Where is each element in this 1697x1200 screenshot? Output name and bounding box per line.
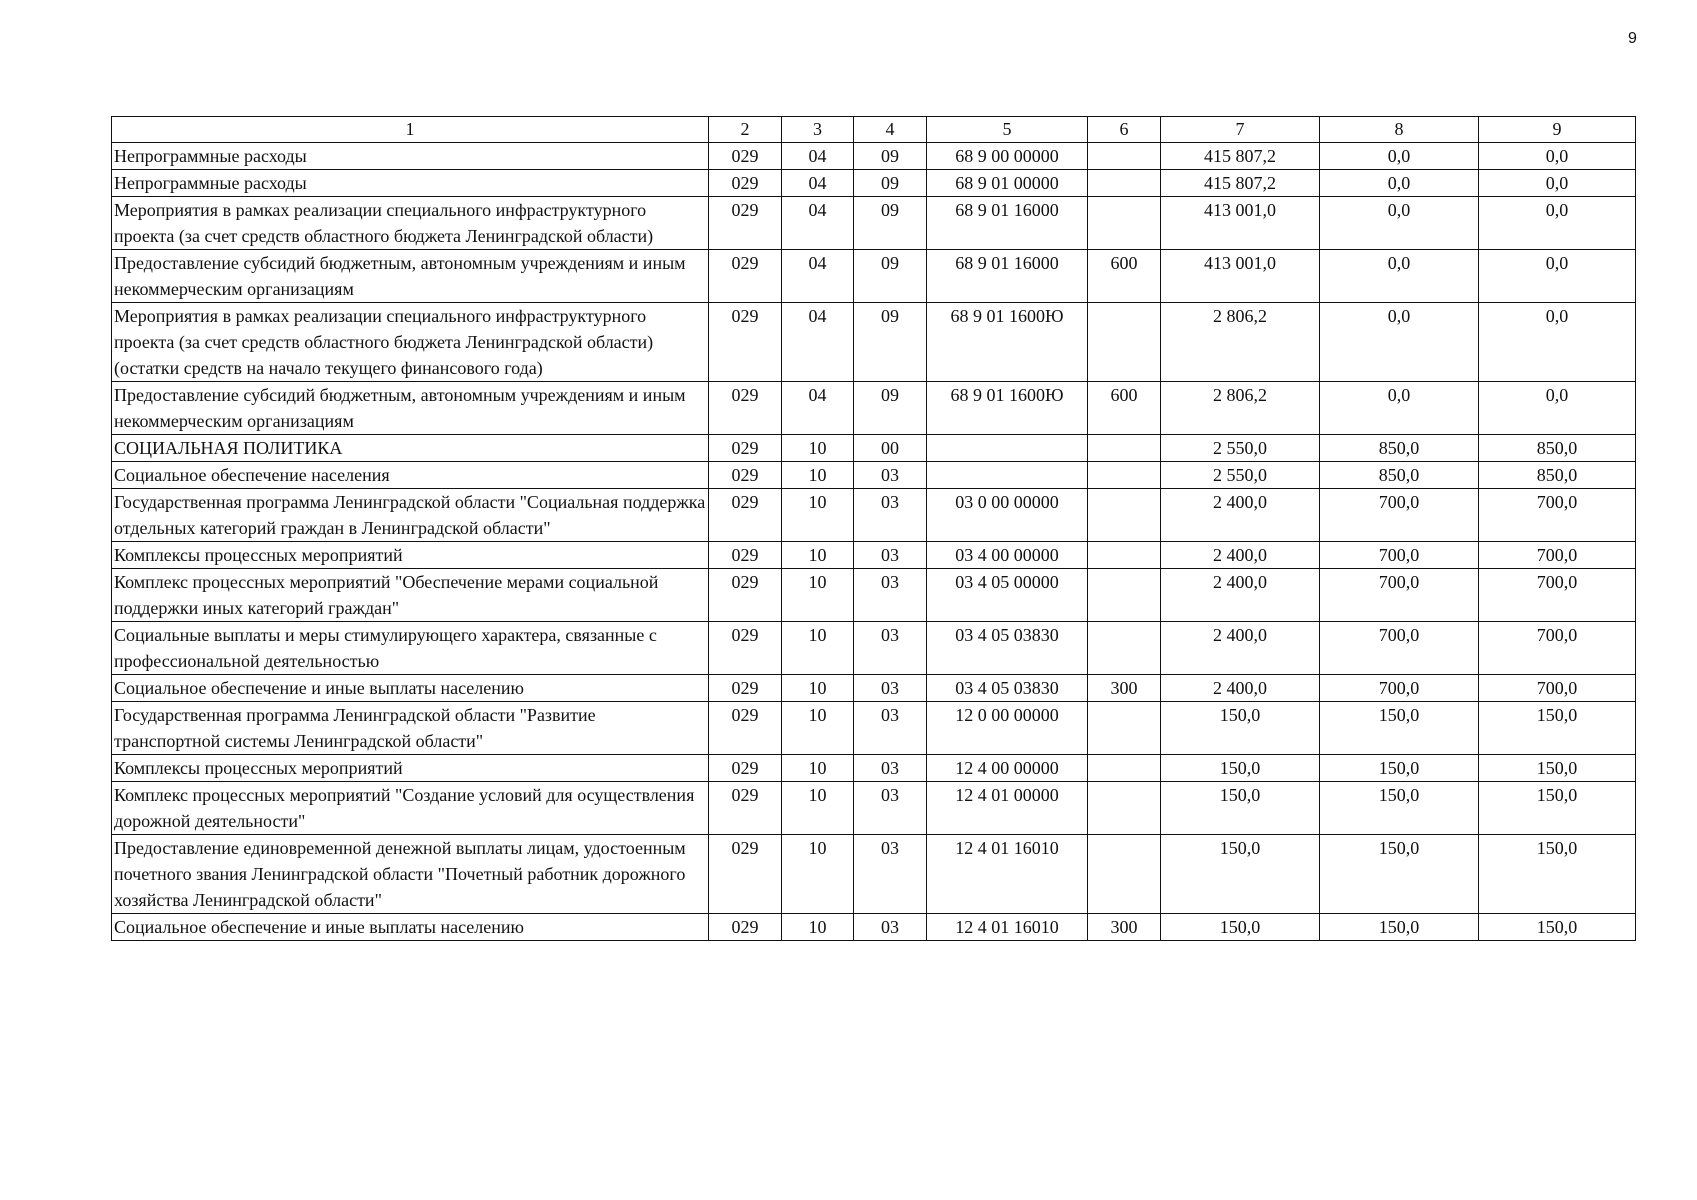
- section-code-cell: 04: [782, 170, 854, 197]
- amount-col9-cell: 0,0: [1479, 303, 1636, 382]
- amount-col7-cell: 413 001,0: [1161, 197, 1320, 250]
- ministry-code-cell: 029: [709, 702, 782, 755]
- amount-col8-cell: 0,0: [1320, 143, 1479, 170]
- subsection-code-cell: 03: [854, 569, 927, 622]
- expense-type-cell: 300: [1088, 914, 1161, 941]
- amount-col8-cell: 700,0: [1320, 622, 1479, 675]
- column-header: 3: [782, 117, 854, 143]
- amount-col7-cell: 2 400,0: [1161, 489, 1320, 542]
- section-code-cell: 04: [782, 250, 854, 303]
- expense-type-cell: [1088, 782, 1161, 835]
- column-header: 9: [1479, 117, 1636, 143]
- amount-col8-cell: 0,0: [1320, 197, 1479, 250]
- amount-col7-cell: 415 807,2: [1161, 170, 1320, 197]
- amount-col8-cell: 0,0: [1320, 170, 1479, 197]
- ministry-code-cell: 029: [709, 143, 782, 170]
- subsection-code-cell: 03: [854, 755, 927, 782]
- subsection-code-cell: 03: [854, 835, 927, 914]
- amount-col9-cell: 850,0: [1479, 462, 1636, 489]
- section-code-cell: 04: [782, 303, 854, 382]
- subsection-code-cell: 03: [854, 675, 927, 702]
- amount-col7-cell: 150,0: [1161, 755, 1320, 782]
- expense-type-cell: [1088, 170, 1161, 197]
- ministry-code-cell: 029: [709, 755, 782, 782]
- subsection-code-cell: 09: [854, 143, 927, 170]
- subsection-code-cell: 03: [854, 462, 927, 489]
- expense-type-cell: 600: [1088, 250, 1161, 303]
- target-article-cell: [927, 462, 1088, 489]
- item-name-cell: Социальное обеспечение и иные выплаты населению: [112, 914, 709, 941]
- subsection-code-cell: 09: [854, 303, 927, 382]
- amount-col8-cell: 850,0: [1320, 462, 1479, 489]
- expense-type-cell: [1088, 569, 1161, 622]
- section-code-cell: 10: [782, 835, 854, 914]
- amount-col9-cell: 700,0: [1479, 542, 1636, 569]
- amount-col9-cell: 0,0: [1479, 382, 1636, 435]
- column-header: 5: [927, 117, 1088, 143]
- amount-col8-cell: 150,0: [1320, 782, 1479, 835]
- item-name-cell: Непрограммные расходы: [112, 170, 709, 197]
- ministry-code-cell: 029: [709, 622, 782, 675]
- table-row: [112, 462, 1636, 489]
- page-number: 9: [1628, 30, 1637, 47]
- ministry-code-cell: 029: [709, 435, 782, 462]
- table-row: [112, 143, 1636, 170]
- amount-col8-cell: 150,0: [1320, 702, 1479, 755]
- amount-col7-cell: 150,0: [1161, 835, 1320, 914]
- section-code-cell: 10: [782, 914, 854, 941]
- table-row: [112, 622, 1636, 675]
- table-row: [112, 702, 1636, 755]
- target-article-cell: 03 4 05 00000: [927, 569, 1088, 622]
- amount-col8-cell: 0,0: [1320, 303, 1479, 382]
- column-header: 2: [709, 117, 782, 143]
- amount-col8-cell: 700,0: [1320, 569, 1479, 622]
- amount-col9-cell: 700,0: [1479, 569, 1636, 622]
- target-article-cell: 12 0 00 00000: [927, 702, 1088, 755]
- item-name-cell: Социальные выплаты и меры стимулирующего характера, связанные с профессиональной деятельностью: [112, 622, 709, 675]
- expense-type-cell: [1088, 835, 1161, 914]
- amount-col9-cell: 150,0: [1479, 702, 1636, 755]
- item-name-cell: Непрограммные расходы: [112, 143, 709, 170]
- item-name-cell: Предоставление субсидий бюджетным, автономным учреждениям и иным некоммерческим организациям: [112, 382, 709, 435]
- ministry-code-cell: 029: [709, 197, 782, 250]
- amount-col9-cell: 700,0: [1479, 489, 1636, 542]
- table-row: [112, 755, 1636, 782]
- amount-col7-cell: 2 550,0: [1161, 462, 1320, 489]
- item-name-cell: Комплексы процессных мероприятий: [112, 542, 709, 569]
- amount-col9-cell: 0,0: [1479, 170, 1636, 197]
- ministry-code-cell: 029: [709, 675, 782, 702]
- subsection-code-cell: 09: [854, 382, 927, 435]
- ministry-code-cell: 029: [709, 170, 782, 197]
- section-code-cell: 10: [782, 755, 854, 782]
- section-code-cell: 04: [782, 143, 854, 170]
- amount-col7-cell: 2 806,2: [1161, 382, 1320, 435]
- item-name-cell: СОЦИАЛЬНАЯ ПОЛИТИКА: [112, 435, 709, 462]
- amount-col8-cell: 700,0: [1320, 489, 1479, 542]
- item-name-cell: Комплекс процессных мероприятий "Создание условий для осуществления дорожной деятельности": [112, 782, 709, 835]
- amount-col7-cell: 2 550,0: [1161, 435, 1320, 462]
- amount-col8-cell: 150,0: [1320, 914, 1479, 941]
- table-row: [112, 250, 1636, 303]
- subsection-code-cell: 03: [854, 542, 927, 569]
- target-article-cell: 12 4 01 00000: [927, 782, 1088, 835]
- target-article-cell: 03 4 05 03830: [927, 675, 1088, 702]
- amount-col9-cell: 150,0: [1479, 755, 1636, 782]
- budget-table: [111, 116, 1636, 941]
- target-article-cell: 12 4 01 16010: [927, 835, 1088, 914]
- expense-type-cell: [1088, 462, 1161, 489]
- amount-col7-cell: 413 001,0: [1161, 250, 1320, 303]
- table-row: [112, 914, 1636, 941]
- item-name-cell: Комплексы процессных мероприятий: [112, 755, 709, 782]
- item-name-cell: Мероприятия в рамках реализации специального инфраструктурного проекта (за счет средств областного бюджета Ленинградской области): [112, 197, 709, 250]
- amount-col9-cell: 700,0: [1479, 675, 1636, 702]
- table-row: [112, 197, 1636, 250]
- amount-col9-cell: 0,0: [1479, 250, 1636, 303]
- table-row: [112, 835, 1636, 914]
- ministry-code-cell: 029: [709, 462, 782, 489]
- table-row: [112, 542, 1636, 569]
- target-article-cell: 03 4 05 03830: [927, 622, 1088, 675]
- section-code-cell: 04: [782, 197, 854, 250]
- expense-type-cell: [1088, 143, 1161, 170]
- target-article-cell: 03 0 00 00000: [927, 489, 1088, 542]
- amount-col7-cell: 2 400,0: [1161, 675, 1320, 702]
- ministry-code-cell: 029: [709, 782, 782, 835]
- ministry-code-cell: 029: [709, 835, 782, 914]
- expense-type-cell: [1088, 197, 1161, 250]
- subsection-code-cell: 03: [854, 782, 927, 835]
- expense-type-cell: [1088, 542, 1161, 569]
- table-row: [112, 170, 1636, 197]
- subsection-code-cell: 09: [854, 250, 927, 303]
- item-name-cell: Предоставление субсидий бюджетным, автономным учреждениям и иным некоммерческим организациям: [112, 250, 709, 303]
- amount-col8-cell: 700,0: [1320, 542, 1479, 569]
- section-code-cell: 10: [782, 489, 854, 542]
- target-article-cell: [927, 435, 1088, 462]
- table-row: [112, 303, 1636, 382]
- section-code-cell: 04: [782, 382, 854, 435]
- amount-col7-cell: 2 400,0: [1161, 542, 1320, 569]
- ministry-code-cell: 029: [709, 250, 782, 303]
- amount-col9-cell: 0,0: [1479, 143, 1636, 170]
- subsection-code-cell: 09: [854, 197, 927, 250]
- target-article-cell: 03 4 00 00000: [927, 542, 1088, 569]
- amount-col9-cell: 150,0: [1479, 835, 1636, 914]
- expense-type-cell: 600: [1088, 382, 1161, 435]
- amount-col9-cell: 150,0: [1479, 914, 1636, 941]
- subsection-code-cell: 03: [854, 622, 927, 675]
- amount-col9-cell: 700,0: [1479, 622, 1636, 675]
- amount-col9-cell: 150,0: [1479, 782, 1636, 835]
- item-name-cell: Социальное обеспечение и иные выплаты населению: [112, 675, 709, 702]
- amount-col7-cell: 150,0: [1161, 702, 1320, 755]
- item-name-cell: Мероприятия в рамках реализации специального инфраструктурного проекта (за счет средств областного бюджета Ленинградской области) (остатки средств на начало текущего финансового года): [112, 303, 709, 382]
- item-name-cell: Государственная программа Ленинградской области "Развитие транспортной системы Ленинградской области": [112, 702, 709, 755]
- target-article-cell: 12 4 00 00000: [927, 755, 1088, 782]
- section-code-cell: 10: [782, 675, 854, 702]
- column-header: 8: [1320, 117, 1479, 143]
- ministry-code-cell: 029: [709, 914, 782, 941]
- ministry-code-cell: 029: [709, 382, 782, 435]
- expense-type-cell: [1088, 702, 1161, 755]
- expense-type-cell: [1088, 622, 1161, 675]
- expense-type-cell: 300: [1088, 675, 1161, 702]
- section-code-cell: 10: [782, 569, 854, 622]
- amount-col9-cell: 0,0: [1479, 197, 1636, 250]
- section-code-cell: 10: [782, 702, 854, 755]
- amount-col9-cell: 850,0: [1479, 435, 1636, 462]
- item-name-cell: Государственная программа Ленинградской области "Социальная поддержка отдельных категорий граждан в Ленинградской области": [112, 489, 709, 542]
- amount-col8-cell: 700,0: [1320, 675, 1479, 702]
- amount-col8-cell: 0,0: [1320, 382, 1479, 435]
- target-article-cell: 68 9 01 16000: [927, 250, 1088, 303]
- expense-type-cell: [1088, 489, 1161, 542]
- target-article-cell: 68 9 01 1600Ю: [927, 303, 1088, 382]
- subsection-code-cell: 03: [854, 489, 927, 542]
- section-code-cell: 10: [782, 622, 854, 675]
- amount-col8-cell: 150,0: [1320, 755, 1479, 782]
- ministry-code-cell: 029: [709, 542, 782, 569]
- section-code-cell: 10: [782, 782, 854, 835]
- table-row: [112, 489, 1636, 542]
- amount-col7-cell: 150,0: [1161, 914, 1320, 941]
- amount-col8-cell: 850,0: [1320, 435, 1479, 462]
- subsection-code-cell: 00: [854, 435, 927, 462]
- column-header: 7: [1161, 117, 1320, 143]
- subsection-code-cell: 03: [854, 914, 927, 941]
- item-name-cell: Социальное обеспечение населения: [112, 462, 709, 489]
- amount-col7-cell: 2 806,2: [1161, 303, 1320, 382]
- section-code-cell: 10: [782, 462, 854, 489]
- expense-type-cell: [1088, 435, 1161, 462]
- expense-type-cell: [1088, 303, 1161, 382]
- table-row: [112, 782, 1636, 835]
- table-row: [112, 382, 1636, 435]
- amount-col8-cell: 150,0: [1320, 835, 1479, 914]
- amount-col7-cell: 415 807,2: [1161, 143, 1320, 170]
- target-article-cell: 68 9 01 16000: [927, 197, 1088, 250]
- header-row: [112, 117, 1636, 143]
- amount-col7-cell: 150,0: [1161, 782, 1320, 835]
- target-article-cell: 68 9 01 00000: [927, 170, 1088, 197]
- item-name-cell: Комплекс процессных мероприятий "Обеспечение мерами социальной поддержки иных категорий граждан": [112, 569, 709, 622]
- ministry-code-cell: 029: [709, 303, 782, 382]
- table-row: [112, 435, 1636, 462]
- target-article-cell: 68 9 01 1600Ю: [927, 382, 1088, 435]
- target-article-cell: 68 9 00 00000: [927, 143, 1088, 170]
- amount-col7-cell: 2 400,0: [1161, 622, 1320, 675]
- column-header: 6: [1088, 117, 1161, 143]
- column-header: 1: [112, 117, 709, 143]
- ministry-code-cell: 029: [709, 569, 782, 622]
- amount-col8-cell: 0,0: [1320, 250, 1479, 303]
- amount-col7-cell: 2 400,0: [1161, 569, 1320, 622]
- subsection-code-cell: 03: [854, 702, 927, 755]
- table-row: [112, 675, 1636, 702]
- ministry-code-cell: 029: [709, 489, 782, 542]
- target-article-cell: 12 4 01 16010: [927, 914, 1088, 941]
- section-code-cell: 10: [782, 542, 854, 569]
- item-name-cell: Предоставление единовременной денежной выплаты лицам, удостоенным почетного звания Ленинградской области "Почетный работник дорожного хозяйства Ленинградской области": [112, 835, 709, 914]
- subsection-code-cell: 09: [854, 170, 927, 197]
- table-row: [112, 569, 1636, 622]
- column-header: 4: [854, 117, 927, 143]
- section-code-cell: 10: [782, 435, 854, 462]
- expense-type-cell: [1088, 755, 1161, 782]
